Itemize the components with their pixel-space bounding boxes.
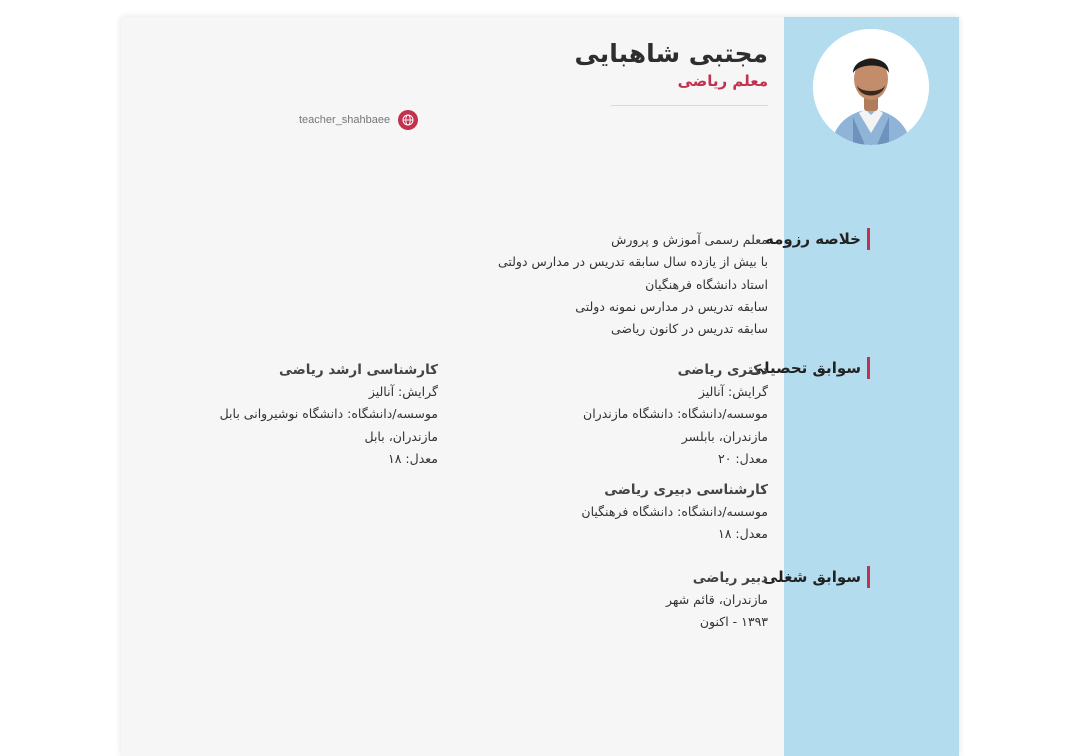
work-position: دبیر ریاضی [692, 570, 768, 586]
degree-institution: موسسه/دانشگاه: دانشگاه فرهنگیان [581, 504, 768, 519]
degree-field: گرایش: آنالیز [698, 384, 768, 399]
summary-line: با بیش از یازده سال سابقه تدریس در مدارس دولتی [497, 254, 768, 270]
summary-line: سابقه تدریس در مدارس نمونه دولتی [575, 298, 768, 314]
work-item [666, 567, 768, 634]
job-title: معلم ریاضی [677, 72, 768, 90]
resume-page [121, 17, 959, 756]
work-period: ۱۳۹۳ - اکنون [699, 614, 768, 630]
work-location: مازندران، قائم شهر [666, 592, 768, 607]
profile-photo [813, 29, 929, 145]
work-heading: سوابق شغلی [763, 566, 870, 588]
degree-institution: موسسه/دانشگاه: دانشگاه نوشیروانی بابل [219, 406, 438, 422]
degree-location: مازندران، بابلسر [681, 428, 768, 444]
degree-location: مازندران، بابل [364, 428, 438, 444]
degree-gpa: معدل: ۱۸ [388, 450, 438, 466]
header-divider [611, 105, 768, 106]
summary-line: معلم رسمی آموزش و پرورش [611, 232, 768, 247]
degree-title: کارشناسی ارشد ریاضی [279, 362, 438, 378]
summary-line: سابقه تدریس در کانون ریاضی [610, 321, 768, 337]
summary-line: استاد دانشگاه فرهنگیان [645, 276, 768, 292]
summary-heading: خلاصه رزومه [765, 228, 870, 250]
summary-list [498, 229, 768, 340]
education-item-phd [583, 359, 768, 470]
education-item-masters [220, 359, 438, 470]
education-heading: سوابق تحصیلی [749, 357, 870, 379]
education-item-bachelor [581, 479, 768, 546]
social-link[interactable] [299, 110, 418, 130]
globe-icon [398, 110, 418, 130]
degree-gpa: معدل: ۱۸ [718, 526, 768, 542]
social-handle[interactable]: teacher_shahbaee [299, 114, 391, 126]
degree-field: گرایش: آنالیز [368, 384, 438, 399]
degree-institution: موسسه/دانشگاه: دانشگاه مازندران [583, 406, 768, 422]
person-name: مجتبی شاهبایی [574, 39, 768, 68]
profile-photo-avatar [813, 29, 929, 145]
degree-gpa: معدل: ۲۰ [718, 450, 768, 466]
degree-title: دکتری ریاضی [677, 362, 768, 378]
degree-title: کارشناسی دبیری ریاضی [604, 482, 768, 498]
